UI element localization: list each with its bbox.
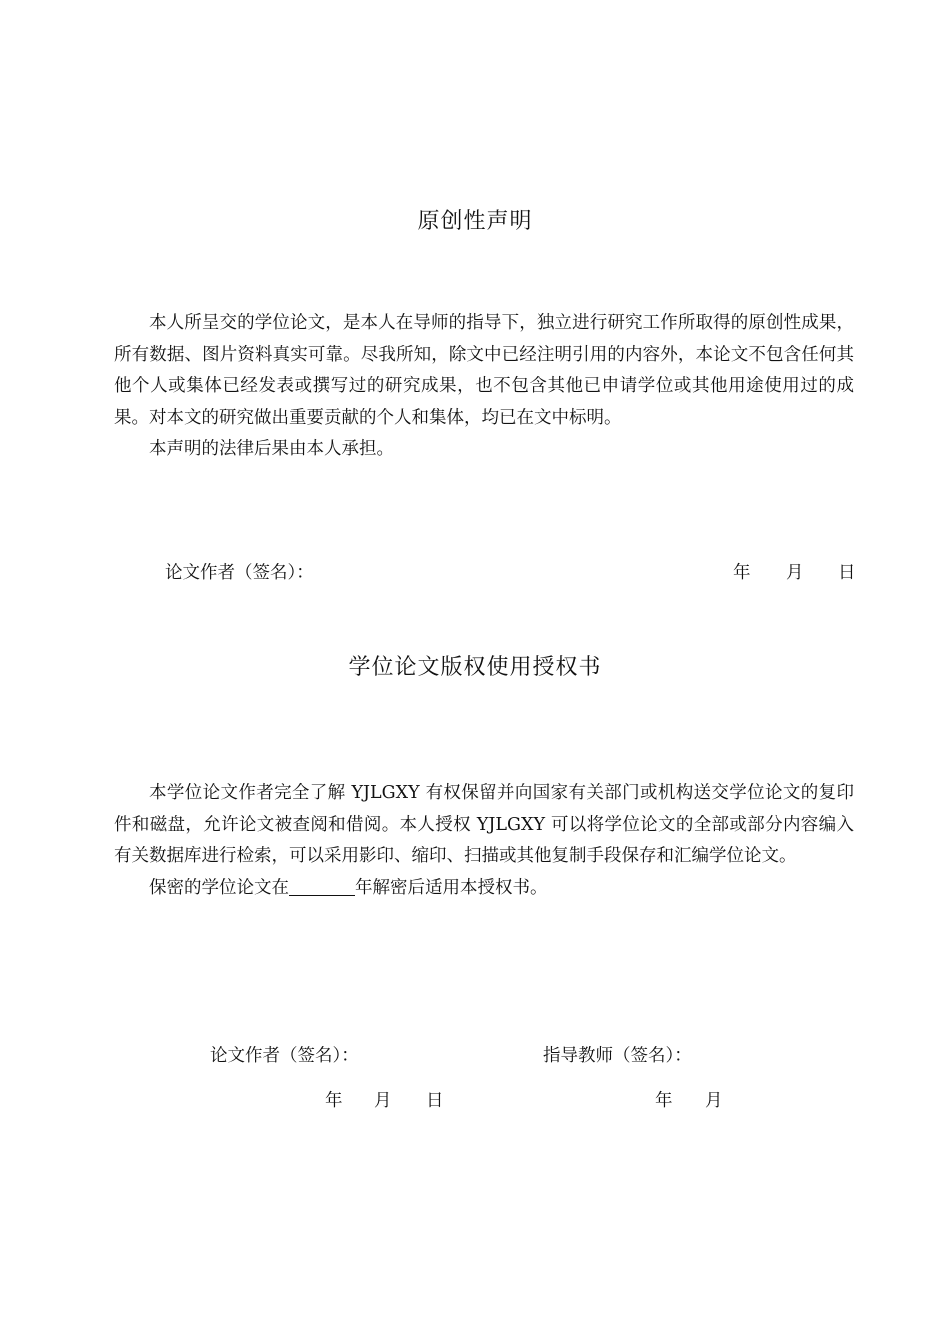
secrecy-suffix: 年解密后适用本授权书。 (355, 877, 548, 898)
author-date-year: 年 (325, 1091, 343, 1111)
declaration-paragraph: 本声明的法律后果由本人承担。 (149, 439, 394, 459)
secrecy-years-blank (289, 877, 355, 896)
advisor-date-year: 年 (655, 1091, 673, 1111)
advisor-signature-label: 指导教师（签名）： (543, 1046, 692, 1066)
secrecy-line (114, 873, 854, 905)
authorization-paragraph: 本学位论文作者完全了解 YJLGXY 有权保留并向国家有关部门或机构送交学位论文的复印件和磁盘，允许论文被查阅和借阅。本人授权 YJLGXY 可以将学位论文的全部或部分内容编入有关数据库进行检索，可以采用影印、缩印、扫描或其他复制手段保存和汇编学位论文。 (114, 783, 854, 866)
declaration-date-month: 月 (786, 563, 804, 583)
author-date-day: 日 (426, 1091, 444, 1111)
author-date-month: 月 (374, 1091, 392, 1111)
author-signature-label: 论文作者（签名）： (210, 1046, 359, 1066)
declaration-signature-label: 论文作者（签名）： (165, 563, 314, 583)
authorization-body (114, 778, 854, 904)
declaration-body (114, 308, 854, 466)
declaration-date-year: 年 (733, 563, 751, 583)
authorization-title: 学位论文版权使用授权书 (348, 655, 602, 680)
advisor-date-month: 月 (705, 1091, 723, 1111)
declaration-date-day: 日 (838, 563, 856, 583)
secrecy-prefix: 保密的学位论文在 (149, 877, 289, 898)
declaration-paragraph: 本人所呈交的学位论文，是本人在导师的指导下，独立进行研究工作所取得的原创性成果，所有数据、图片资料真实可靠。尽我所知，除文中已经注明引用的内容外，本论文不包含任何其他个人或集体已经发表或撰写过的研究成果，也不包含其他已申请学位或其他用途使用过的成果。对本文的研究做出重要贡献的个人和集体，均已在文中标明。 (114, 313, 854, 428)
declaration-title: 原创性声明 (417, 209, 533, 234)
